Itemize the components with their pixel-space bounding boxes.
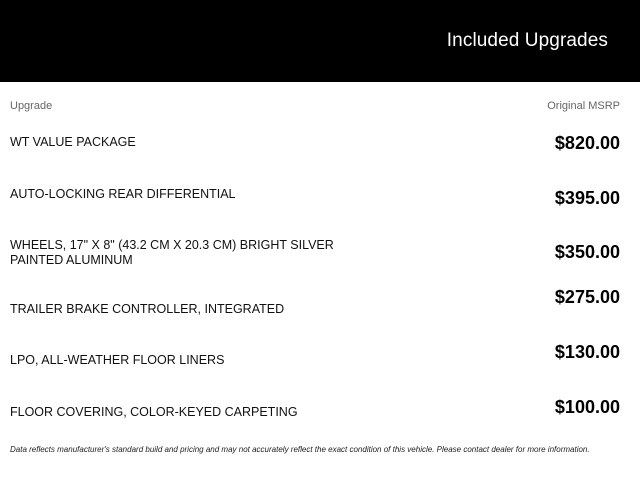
column-header-msrp: Original MSRP xyxy=(547,100,620,112)
upgrade-price: $130.00 xyxy=(554,342,620,363)
disclaimer-text: Data reflects manufacturer's standard build and pricing and may not accurately reflect the exact condition of this vehicle. Please contact dealer for more information. xyxy=(10,445,590,454)
upgrade-price: $820.00 xyxy=(554,133,620,153)
list-item xyxy=(0,237,640,292)
upgrade-name: WHEELS, 17" X 8" (43.2 CM X 20.3 CM) BRIGHT SILVER PAINTED ALUMINUM xyxy=(10,238,334,268)
upgrade-name: WT VALUE PACKAGE xyxy=(10,135,136,149)
upgrade-price: $395.00 xyxy=(554,187,620,208)
upgrade-price: $275.00 xyxy=(554,286,620,307)
list-item xyxy=(0,286,640,347)
upgrade-name: AUTO-LOCKING REAR DIFFERENTIAL xyxy=(10,186,236,201)
header-bar xyxy=(0,0,640,82)
upgrade-name: FLOOR COVERING, COLOR-KEYED CARPETING xyxy=(10,404,298,419)
upgrade-price: $100.00 xyxy=(554,396,620,417)
list-item xyxy=(0,128,640,183)
upgrade-name: TRAILER BRAKE CONTROLLER, INTEGRATED xyxy=(10,301,285,316)
upgrade-price: $350.00 xyxy=(554,242,620,263)
upgrade-name: LPO, ALL-WEATHER FLOOR LINERS xyxy=(10,353,225,368)
list-item xyxy=(0,183,640,238)
list-item xyxy=(0,342,640,401)
column-header-upgrade: Upgrade xyxy=(10,100,53,112)
upgrade-list xyxy=(0,128,640,456)
page-title: Included Upgrades xyxy=(446,30,608,51)
